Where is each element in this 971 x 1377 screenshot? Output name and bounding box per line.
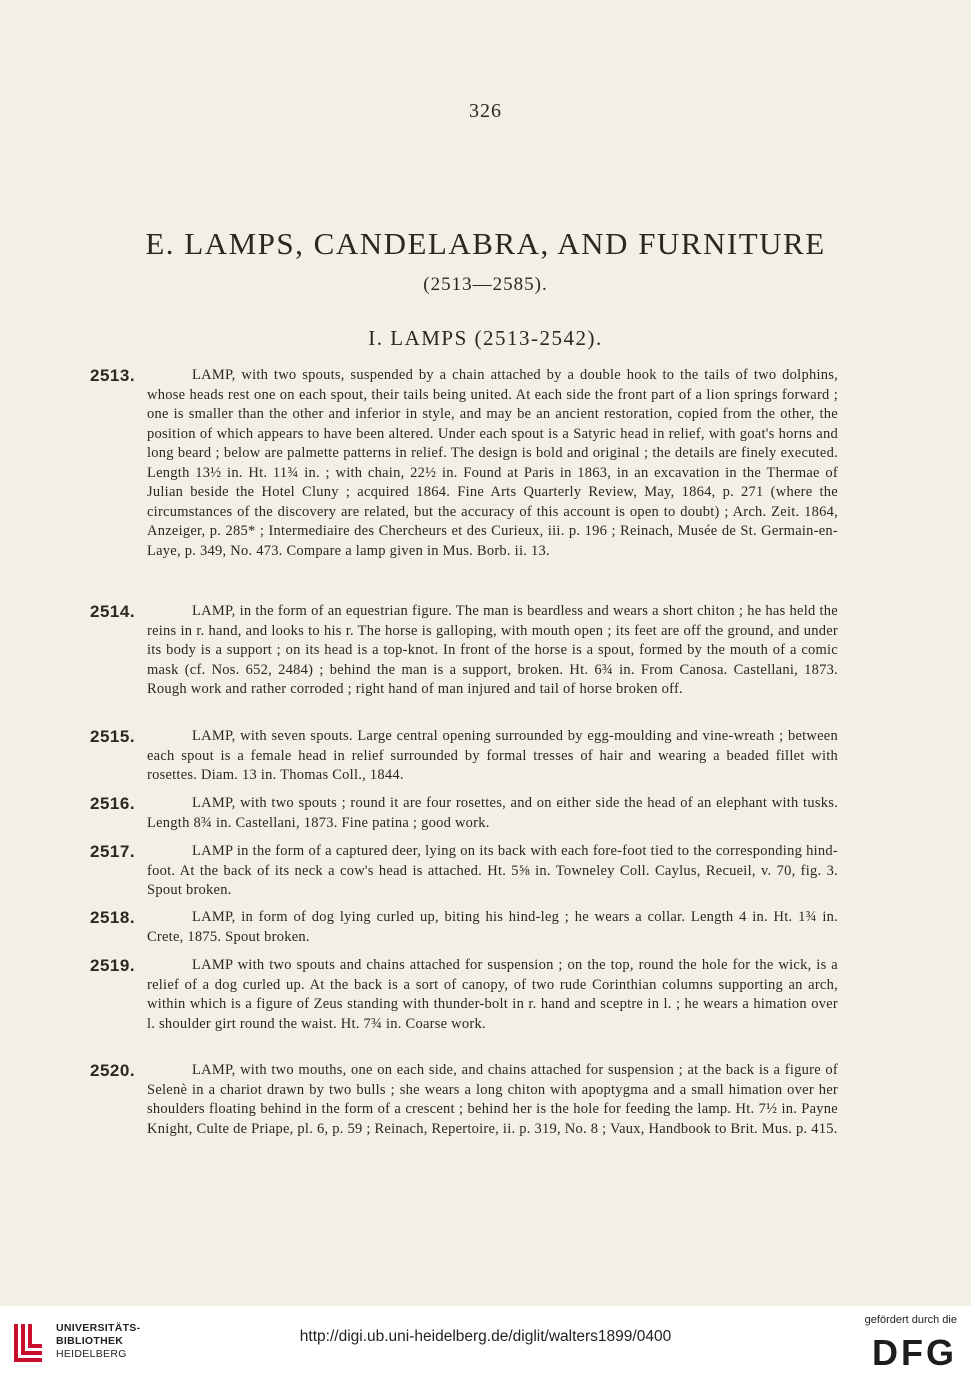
entry-number: 2519. <box>90 956 136 975</box>
catalogue-entry-2519 <box>90 956 838 1034</box>
library-name-line3: HEIDELBERG <box>56 1348 127 1360</box>
entry-text: LAMP, in form of dog lying curled up, biting his hind-leg ; he wears a collar. Length 4 in. Ht. 1¾ in. Crete, 1875. Spout broken. <box>147 909 838 945</box>
entry-text: LAMP with two spouts and chains attached for suspension ; on the top, round the hole for the wick, is a relief of a dog curled up. At the back is a sort of canopy, of two rude Corinthian columns supporting an arch, within which is a figure of Zeus standing with thunder-bolt in r. hand and sceptre in l. ; he wears a himation over l. shoulder girt round the waist. Ht. 7¾ in. Coarse work. <box>147 957 838 1032</box>
entry-number: 2517. <box>90 842 136 861</box>
catalogue-entry-2520 <box>90 1061 838 1139</box>
entry-number: 2516. <box>90 794 136 813</box>
permalink-url[interactable]: http://digi.ub.uni-heidelberg.de/diglit/walters1899/0400 <box>299 1328 672 1345</box>
dfg-logo: DFG <box>872 1332 957 1373</box>
entry-text: LAMP, with seven spouts. Large central opening surrounded by egg-moulding and vine-wreath ; between each spout is a female head in relief surrounded by formal tresses of hair and wearing a beaded fillet with rosettes. Diam. 13 in. Thomas Coll., 1844. <box>147 728 838 783</box>
entry-number: 2518. <box>90 908 136 927</box>
page-number: 326 <box>469 100 502 122</box>
library-name-line1: UNIVERSITÄTS- <box>56 1322 141 1334</box>
catalogue-entry-2517 <box>90 842 838 901</box>
entry-number: 2515. <box>90 727 136 746</box>
entry-number: 2514. <box>90 602 136 621</box>
sponsor-caption: gefördert durch die <box>864 1314 957 1326</box>
entry-text: LAMP, in the form of an equestrian figure. The man is beardless and wears a short chiton ; he has held the reins in r. hand, and looks to his r. The horse is galloping, with mouth open ; its feet are off the ground, and under its body is a support ; on its head is a top-knot. In front of the horse is a spout, formed by the mouth of a comic mask (cf. Nos. 652, 2484) ; behind the man is a support, broken. Ht. 6¾ in. From Canosa. Castellani, 1873. Rough work and rather corroded ; right hand of man injured and tail of horse broken off. <box>147 603 838 697</box>
catalogue-entry-2514 <box>90 602 838 700</box>
subsection-title: I. LAMPS (2513-2542). <box>368 326 603 350</box>
section-title: E. LAMPS, CANDELABRA, AND FURNITURE <box>145 226 826 261</box>
section-range: (2513—2585). <box>423 274 548 295</box>
entry-text: LAMP, with two spouts, suspended by a chain attached by a double hook to the tails of two dolphins, whose heads rest one on each spout, their tails being united. At each side the front part of a lion springs forward ; one is smaller than the other and inferior in style, and may be an ancient restoration, copied from the other, the position of which appears to have been altered. Under each spout is a Satyric head in relief, with goat's horns and long beard ; below are palmette patterns in relief. The design is bold and original ; the details are finely executed. Length 13½ in. Ht. 11¾ in. ; with chain, 22½ in. Found at Paris in 1863, in an excavation in the Thermae of Julian beside the Hotel Cluny ; acquired 1864. Fine Arts Quarterly Review, May, 1864, p. 271 (where the circumstances of the discovery are related, but the accuracy of this account is open to doubt) ; Arch. Zeit. 1864, Anzeiger, p. 285* ; Intermediaire des Chercheurs et des Curieux, iii. p. 196 ; Reinach, Musée de St. Germain-en-Laye, p. 349, No. 473. Compare a lamp given in Mus. Borb. ii. 13. <box>147 367 838 559</box>
catalogue-entry-2515 <box>90 727 838 786</box>
catalogue-entry-2516 <box>90 794 838 833</box>
digitization-footer <box>0 1306 971 1377</box>
entry-text: LAMP, with two mouths, one on each side, and chains attached for suspension ; at the back is a figure of Selenè in a chariot drawn by two bulls ; she wears a long chiton with apoptygma and a small himation over her shoulders floating behind in the form of a crescent ; behind her is the hole for feeding the lamp. Ht. 7½ in. Payne Knight, Culte de Priape, pl. 6, p. 59 ; Reinach, Repertoire, ii. p. 319, No. 8 ; Vaux, Handbook to Brit. Mus. p. 415. <box>147 1062 838 1137</box>
entry-text: LAMP in the form of a captured deer, lying on its back with each fore-foot tied to the corresponding hind-foot. At the back of its neck a cow's head is attached. Ht. 5⅝ in. Towneley Coll. Caylus, Recueil, v. 70, fig. 3. Spout broken. <box>147 843 838 898</box>
library-name-line2: BIBLIOTHEK <box>56 1335 124 1347</box>
catalogue-entry-2518 <box>90 908 838 947</box>
entry-number: 2520. <box>90 1061 136 1080</box>
entry-number: 2513. <box>90 366 136 385</box>
catalogue-entry-2513 <box>90 366 838 561</box>
entry-text: LAMP, with two spouts ; round it are four rosettes, and on either side the head of an elephant with tusks. Length 8¾ in. Castellani, 1873. Fine patina ; good work. <box>147 795 838 831</box>
